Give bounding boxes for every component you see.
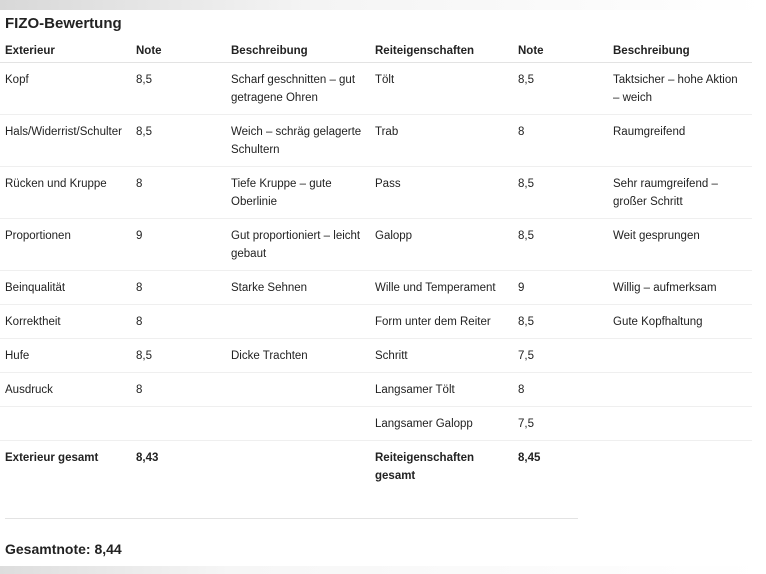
cell-beschreibung-2 (608, 339, 752, 373)
page-title: FIZO-Bewertung (5, 15, 122, 32)
cell-reiteigenschaft: Form unter dem Reiter (370, 305, 513, 339)
cell-reiteigenschaft: Langsamer Galopp (370, 407, 513, 441)
fizo-table (0, 40, 752, 523)
cell-reiteigenschaft: Schritt (370, 339, 513, 373)
cell-exterieur: Ausdruck (0, 373, 131, 407)
cell-exterieur: Kopf (0, 63, 131, 115)
total-note: 8,43 (136, 452, 159, 464)
table-row (0, 63, 752, 115)
cell-note-2: 7,5 (513, 339, 608, 373)
top-gradient (0, 0, 766, 10)
cell-reiteigenschaft: Wille und Temperament (370, 271, 513, 305)
cell-note: 8 (131, 271, 226, 305)
cell-beschreibung-2: Sehr raumgreifend – großer Schritt (608, 167, 752, 219)
cell-note: 8 (131, 305, 226, 339)
total-beschreibung-2 (608, 441, 752, 524)
cell-beschreibung (226, 407, 370, 441)
cell-beschreibung-2 (608, 373, 752, 407)
totals-row (0, 441, 752, 524)
cell-exterieur: Beinqualität (0, 271, 131, 305)
total-reiteigenschaft: Reiteigenschaften gesamt (375, 452, 475, 482)
cell-beschreibung: Starke Sehnen (226, 271, 370, 305)
table-row (0, 167, 752, 219)
cell-reiteigenschaft: Tölt (370, 63, 513, 115)
header-reiteigenschaften: Reiteigenschaften (370, 40, 513, 63)
cell-beschreibung-2: Raumgreifend (608, 115, 752, 167)
cell-reiteigenschaft: Galopp (370, 219, 513, 271)
total-beschreibung (226, 441, 370, 524)
cell-beschreibung: Weich – schräg gelagerte Schultern (226, 115, 370, 167)
table-header (0, 40, 752, 63)
total-exterieur: Exterieur gesamt (5, 452, 99, 464)
cell-note (131, 407, 226, 441)
cell-beschreibung: Scharf geschnitten – gut getragene Ohren (226, 63, 370, 115)
cell-beschreibung-2: Taktsicher – hohe Aktion – weich (608, 63, 752, 115)
header-exterieur: Exterieur (0, 40, 131, 63)
bottom-gradient (0, 566, 766, 574)
cell-note: 8 (131, 373, 226, 407)
cell-note-2: 8 (513, 373, 608, 407)
table-row (0, 115, 752, 167)
cell-exterieur: Korrektheit (0, 305, 131, 339)
cell-exterieur: Rücken und Kruppe (0, 167, 131, 219)
header-beschreibung-2: Beschreibung (608, 40, 752, 63)
table-row (0, 407, 752, 441)
cell-note-2: 7,5 (513, 407, 608, 441)
cell-note-2: 8,5 (513, 305, 608, 339)
cell-note-2: 8,5 (513, 219, 608, 271)
cell-reiteigenschaft: Langsamer Tölt (370, 373, 513, 407)
cell-beschreibung: Dicke Trachten (226, 339, 370, 373)
cell-exterieur (0, 407, 131, 441)
cell-beschreibung (226, 305, 370, 339)
divider (5, 518, 578, 519)
cell-exterieur: Proportionen (0, 219, 131, 271)
table-row (0, 373, 752, 407)
cell-beschreibung-2 (608, 407, 752, 441)
table-row (0, 271, 752, 305)
cell-reiteigenschaft: Pass (370, 167, 513, 219)
cell-note-2: 8,5 (513, 167, 608, 219)
cell-reiteigenschaft: Trab (370, 115, 513, 167)
header-note-2: Note (513, 40, 608, 63)
cell-exterieur: Hals/Widerrist/Schulter (0, 115, 131, 167)
table-row (0, 219, 752, 271)
total-note-2: 8,45 (518, 452, 541, 464)
header-note: Note (131, 40, 226, 63)
header-beschreibung: Beschreibung (226, 40, 370, 63)
cell-beschreibung: Tiefe Kruppe – gute Oberlinie (226, 167, 370, 219)
cell-note-2: 9 (513, 271, 608, 305)
cell-note-2: 8,5 (513, 63, 608, 115)
cell-beschreibung: Gut proportioniert – leicht gebaut (226, 219, 370, 271)
cell-note-2: 8 (513, 115, 608, 167)
cell-beschreibung-2: Gute Kopfhaltung (608, 305, 752, 339)
table-row (0, 305, 752, 339)
table-row (0, 339, 752, 373)
cell-note: 8,5 (131, 339, 226, 373)
cell-beschreibung (226, 373, 370, 407)
cell-note: 8 (131, 167, 226, 219)
cell-note: 8,5 (131, 115, 226, 167)
overall-score: Gesamtnote: 8,44 (5, 541, 122, 557)
cell-note: 9 (131, 219, 226, 271)
cell-exterieur: Hufe (0, 339, 131, 373)
cell-note: 8,5 (131, 63, 226, 115)
cell-beschreibung-2: Weit gesprungen (608, 219, 752, 271)
cell-beschreibung-2: Willig – aufmerksam (608, 271, 752, 305)
